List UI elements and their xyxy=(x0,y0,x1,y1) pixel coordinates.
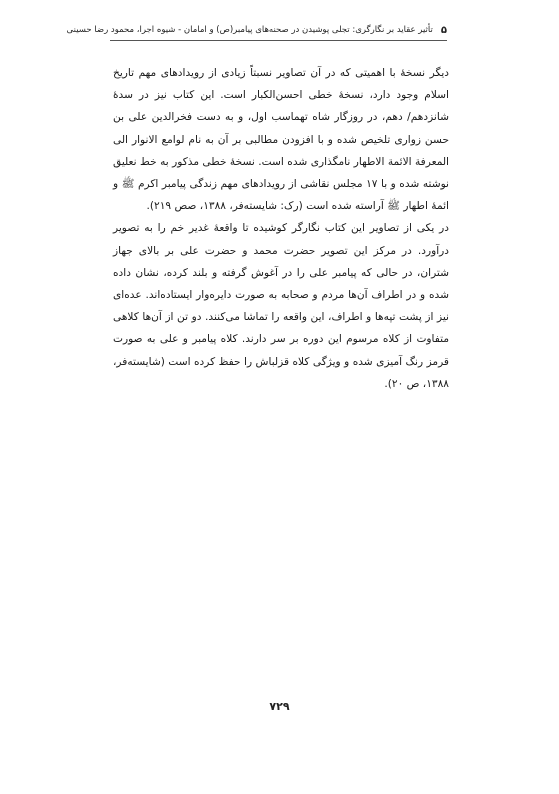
paragraph-ghadir-painting: در یکی از تصاویر این کتاب نگارگر کوشیده تا واقعهٔ غدیر خم را به تصویر درآورد. در مرکز این تصویر حضرت محمد و حضرت علی بر بالای جهاز شتران، در حالی که پیامبر علی را در آغوش گرفته و بلند کرده، نشان داده شده و در اطراف آن‌ها مردم و صحابه به صورت دایره‌وار ایستاده‌اند. عده‌ای نیز از پشت تپه‌ها و اطراف، این واقعه را تماشا می‌کنند. دو تن از آن‌ها کلاهی متفاوت از کلاه مرسوم این دوره بر سر دارند. کلاه پیامبر و علی به صورت قرمز رنگ آمیزی شده و ویژگی کلاه قزلباش را حفظ کرده است (شایسته‌فر، ۱۳۸۸، ص ۲۰). xyxy=(113,222,449,390)
page-number: ۷۲۹ xyxy=(269,700,290,713)
running-header xyxy=(66,22,447,38)
body-text xyxy=(113,62,449,395)
header-rule xyxy=(110,40,447,41)
header-running-title: تأثیر عقاید بر نگارگری: تجلی پوشیدن در صحنه‌های پیامبر(ص) و امامان - شیوه اجرا، محمود رضا حسینی xyxy=(66,25,433,35)
paragraph-manuscript: دیگر نسخهٔ با اهمیتی که در آن تصاویر نسبتاً زیادی از رویدادهای مهم تاریخ اسلام وجود دارد، نسخهٔ خطی احسن‌الکبار است. این کتاب نیز در سدهٔ شانزدهم/ دهم، در روزگار شاه تهماسب اول، و به دست فخرالدین علی بن حسن زواری تلخیص شده و با افزودن مطالبی بر آن به نام لوامع الانوار الی المعرفة الائمة الاطهار نامگذاری شده است. نسخهٔ خطی مذکور به خط نعلیق نوشته شده و با ۱۷ مجلس نقاشی از رویدادهای مهم زندگی پیامبر اکرم ﷺ و ائمهٔ اطهار ﷺ آراسته شده است (رک: شایسته‌فر، ۱۳۸۸، صص ۲۱۹). xyxy=(113,67,449,213)
header-page-marker: ۵ xyxy=(440,24,447,36)
